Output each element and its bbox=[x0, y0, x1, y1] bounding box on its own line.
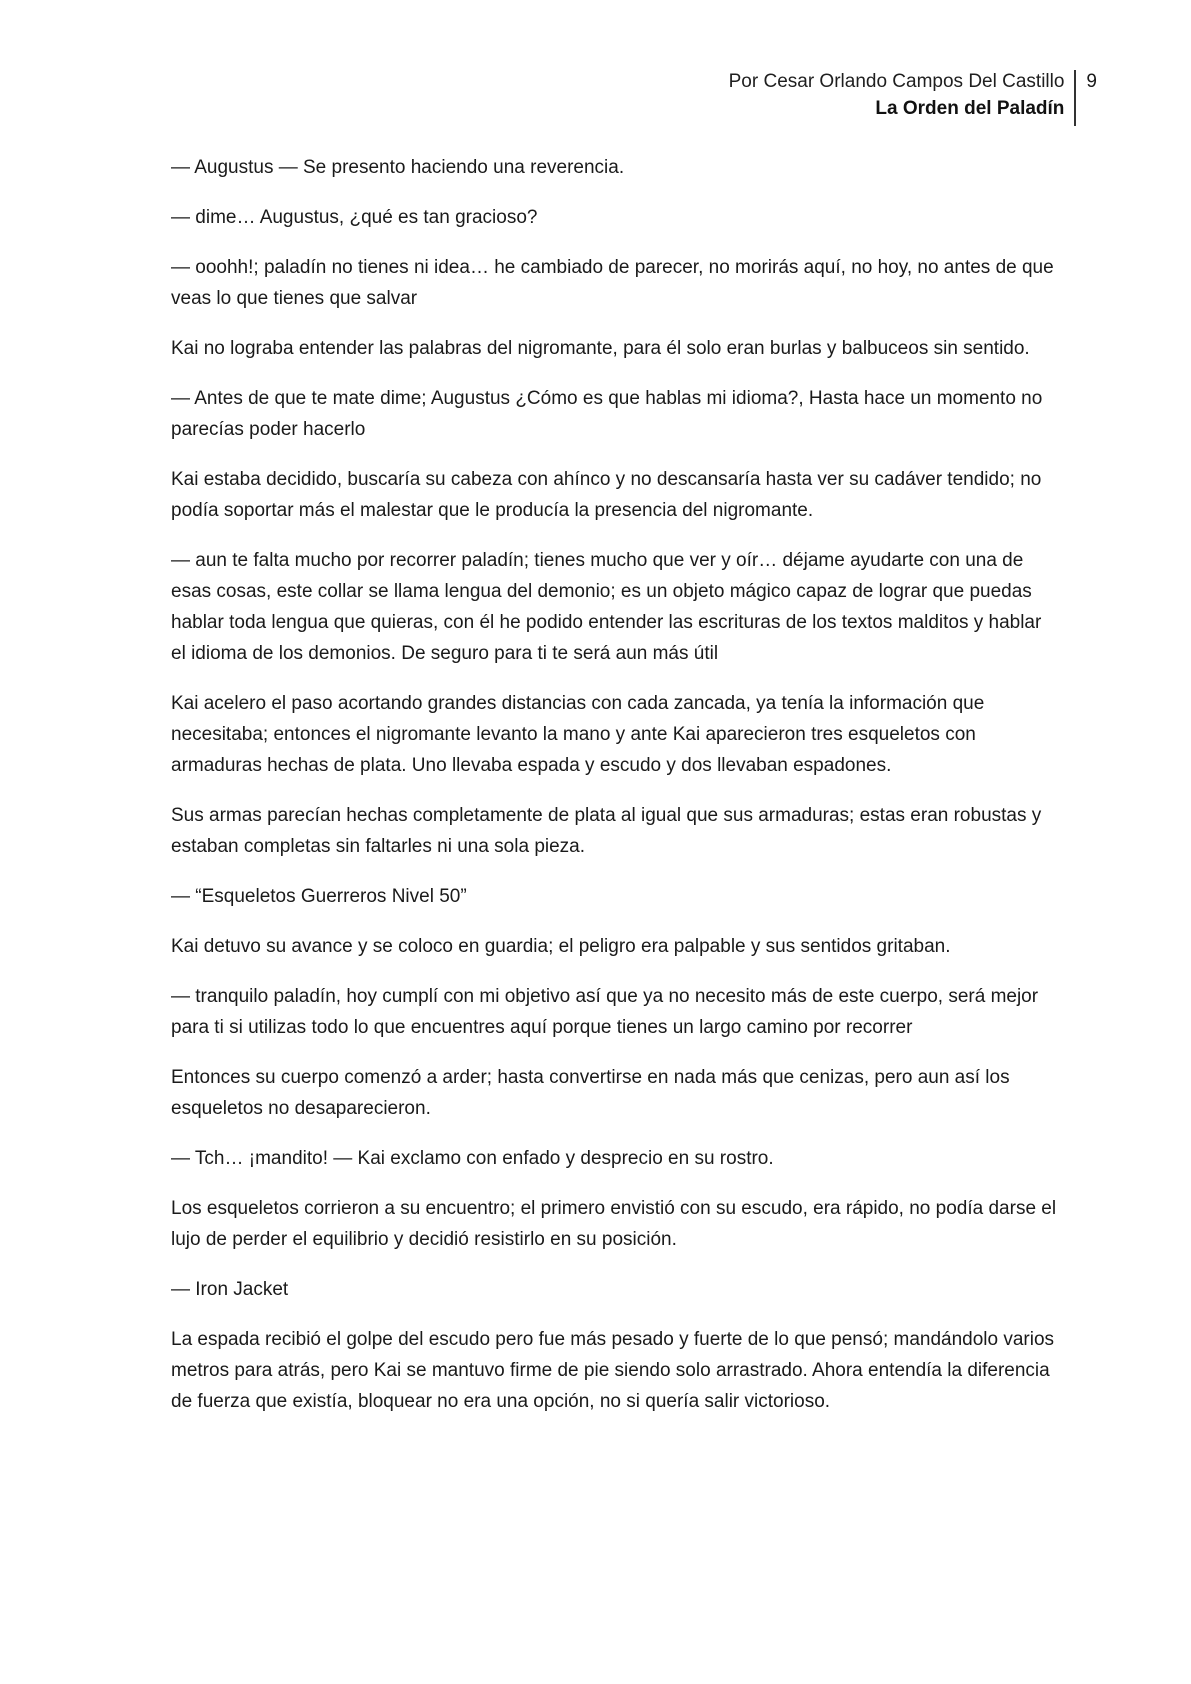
header-book-title: La Orden del Paladín bbox=[875, 98, 1065, 119]
paragraph: — Iron Jacket bbox=[171, 1279, 289, 1300]
paragraph: Entonces su cuerpo comenzó a arder; hasta convertirse en nada más que cenizas, pero aun así los esqueletos no desaparecieron. bbox=[171, 1067, 1010, 1119]
paragraph: — Augustus — Se presento haciendo una reverencia. bbox=[171, 157, 625, 178]
paragraph: Sus armas parecían hechas completamente de plata al igual que sus armaduras; estas eran robustas y estaban completas sin faltarles ni una sola pieza. bbox=[171, 805, 1042, 857]
paragraph: — aun te falta mucho por recorrer paladín; tienes mucho que ver y oír… déjame ayudarte con una de esas cosas, este collar se llama lengua del demonio; es un objeto mágico capaz de lograr que puedas hablar toda lengua que quieras, con él he podido entender las escrituras de los textos malditos y hablar el idioma de los demonios. De seguro para ti te será aun más útil bbox=[171, 550, 1042, 664]
paragraph: — tranquilo paladín, hoy cumplí con mi objetivo así que ya no necesito más de este cuerpo, será mejor para ti si utilizas todo lo que encuentres aquí porque tienes un largo camino por recorrer bbox=[171, 986, 1039, 1038]
paragraph: — Tch… ¡mandito! — Kai exclamo con enfado y desprecio en su rostro. bbox=[171, 1148, 774, 1169]
paragraph: — Antes de que te mate dime; Augustus ¿Cómo es que hablas mi idioma?, Hasta hace un momento no parecías poder hacerlo bbox=[171, 388, 1043, 440]
paragraph: — dime… Augustus, ¿qué es tan gracioso? bbox=[171, 207, 538, 228]
header-text-block bbox=[729, 68, 1075, 122]
paragraph: Kai estaba decidido, buscaría su cabeza con ahínco y no descansaría hasta ver su cadáver tendido; no podía soportar más el malestar que le producía la presencia del nigromante. bbox=[171, 469, 1042, 521]
paragraph: Kai detuvo su avance y se coloco en guardia; el peligro era palpable y sus sentidos gritaban. bbox=[171, 936, 951, 957]
page-number: 9 bbox=[1086, 71, 1097, 92]
paragraph: Kai acelero el paso acortando grandes distancias con cada zancada, ya tenía la información que necesitaba; entonces el nigromante levanto la mano y ante Kai aparecieron tres esqueletos con armaduras hechas de plata. Uno llevaba espada y escudo y dos llevaban espadones. bbox=[171, 693, 985, 776]
header-author: Por Cesar Orlando Campos Del Castillo bbox=[728, 71, 1065, 92]
paragraph: La espada recibió el golpe del escudo pero fue más pesado y fuerte de lo que pensó; mandándolo varios metros para atrás, pero Kai se mantuvo firme de pie siendo solo arrastrado. Ahora entendía la diferencia de fuerza que existía, bloquear no era una opción, no si quería salir victorioso. bbox=[171, 1329, 1055, 1412]
paragraph: — “Esqueletos Guerreros Nivel 50” bbox=[171, 886, 467, 907]
paragraph: Los esqueletos corrieron a su encuentro; el primero envistió con su escudo, era rápido, no podía darse el lujo de perder el equilibrio y decidió resistirlo en su posición. bbox=[171, 1198, 1057, 1250]
body-text bbox=[171, 152, 1061, 1436]
paragraph: Kai no lograba entender las palabras del nigromante, para él solo eran burlas y balbuceos sin sentido. bbox=[171, 338, 1030, 359]
page-header bbox=[729, 68, 1097, 126]
paragraph: — ooohh!; paladín no tienes ni idea… he cambiado de parecer, no morirás aquí, no hoy, no antes de que veas lo que tienes que salvar bbox=[171, 257, 1054, 309]
